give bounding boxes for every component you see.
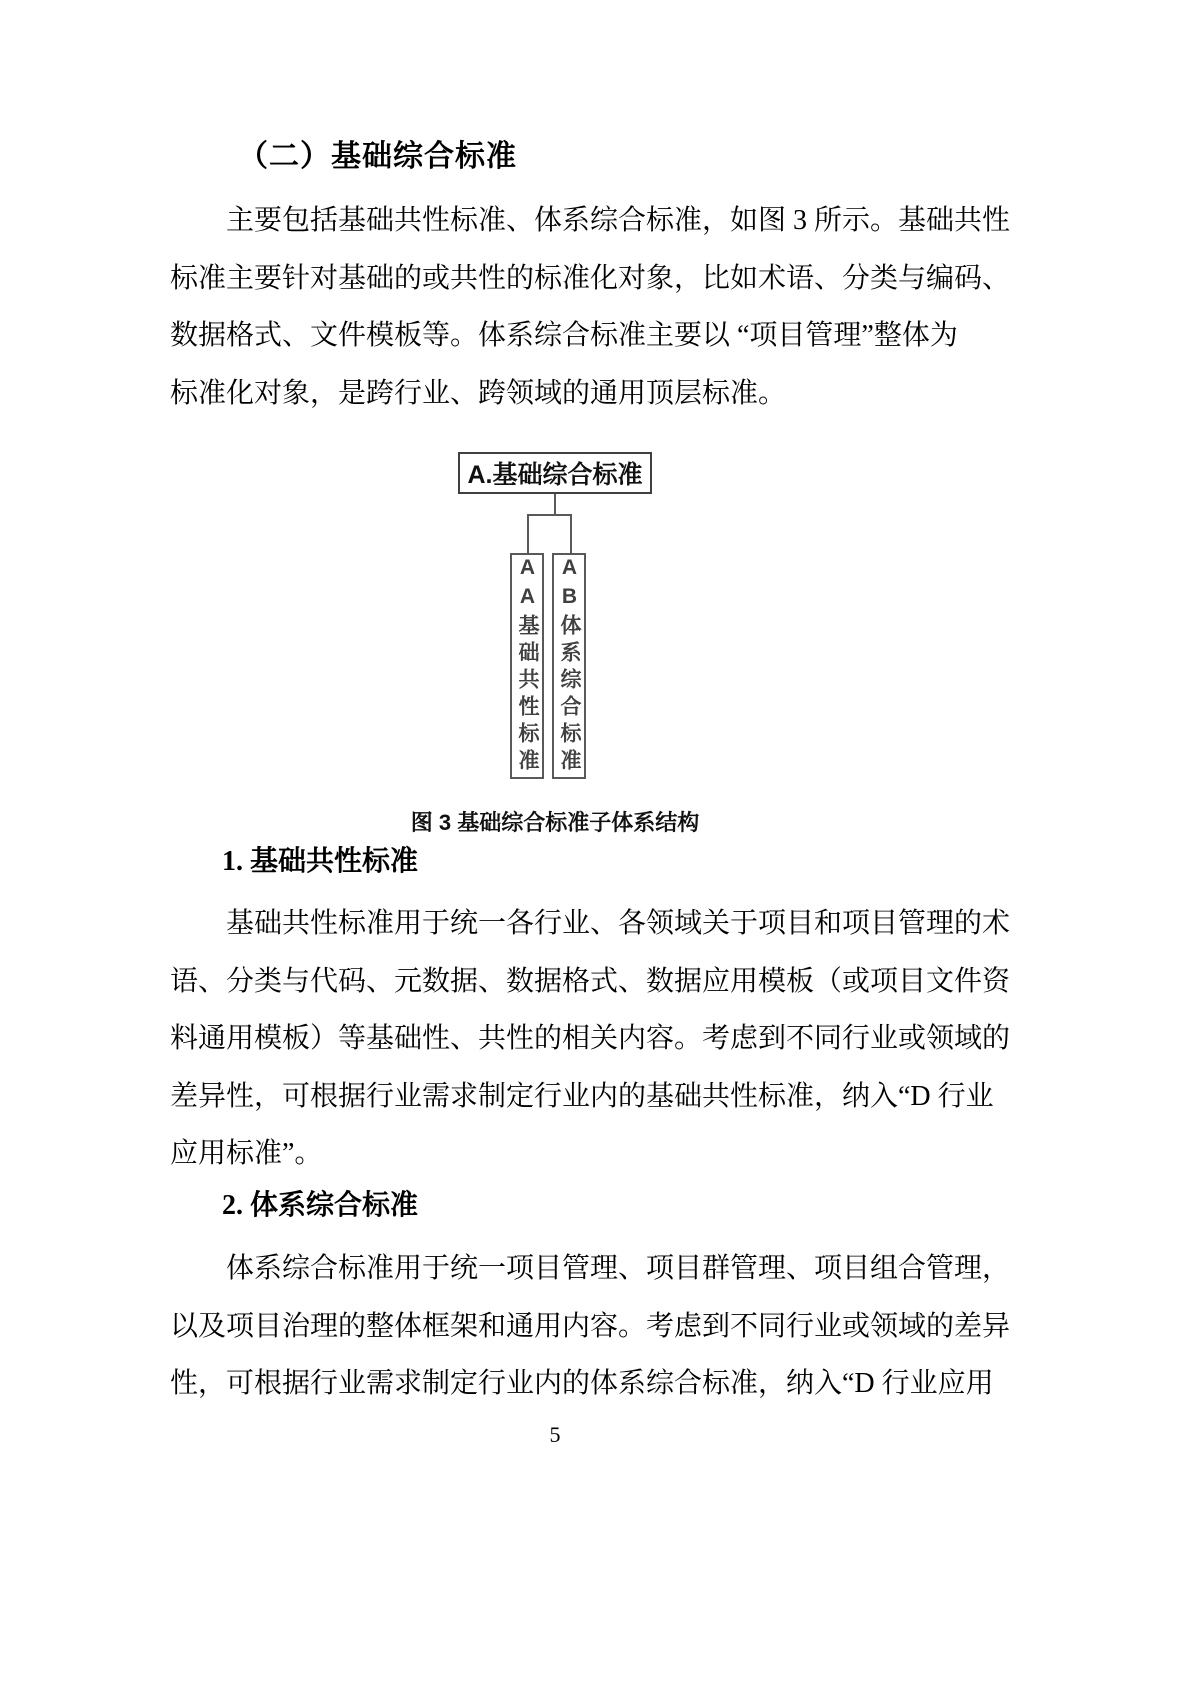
subsection-heading-2: 2. 体系综合标准 <box>222 1190 419 1221</box>
diagram-connector-bar <box>527 514 572 516</box>
section-heading: （二）基础综合标准 <box>238 140 517 173</box>
diagram-root-box: A.基础综合标准 <box>458 452 652 494</box>
paragraph-3 <box>170 1240 1011 1413</box>
diagram-connector-right-drop <box>570 514 572 553</box>
diagram-child-label: AA基础共性标准 <box>516 556 539 776</box>
diagram-child-box-right <box>552 553 586 779</box>
subsection-heading-1: 1. 基础共性标准 <box>222 846 419 877</box>
diagram-connector-left-drop <box>527 514 529 553</box>
paragraph-1 <box>170 192 1011 422</box>
page-number: 5 <box>549 1422 561 1447</box>
body-line: 标准化对象，是跨行业、跨领域的通用顶层标准。 <box>170 377 787 409</box>
body-line: 以及项目治理的整体框架和通用内容。考虑到不同行业或领域的差异 <box>170 1310 1011 1342</box>
diagram-child-box-left <box>510 553 544 779</box>
diagram-child-label: AB体系综合标准 <box>558 556 581 776</box>
body-line: 语、分类与代码、元数据、数据格式、数据应用模板（或项目文件资 <box>170 965 1011 997</box>
body-line: 基础共性标准用于统一各行业、各领域关于项目和项目管理的术 <box>226 908 1011 939</box>
paragraph-2 <box>170 895 1011 1183</box>
diagram-connector-stem <box>554 494 556 515</box>
body-line: 主要包括基础共性标准、体系综合标准，如图 3 所示。基础共性 <box>226 205 1011 236</box>
body-line: 应用标准”。 <box>170 1138 323 1169</box>
figure-caption: 图 3 基础综合标准子体系结构 <box>410 810 700 835</box>
body-line: 料通用模板）等基础性、共性的相关内容。考虑到不同行业或领域的 <box>170 1023 1011 1054</box>
body-line: 标准主要针对基础的或共性的标准化对象，比如术语、分类与编码、 <box>170 262 1011 294</box>
body-line: 性，可根据行业需求制定行业内的体系综合标准，纳入“D 行业应用 <box>170 1368 994 1399</box>
body-line: 体系综合标准用于统一项目管理、项目群管理、项目组合管理， <box>226 1253 1011 1284</box>
body-line: 数据格式、文件模板等。体系综合标准主要以 “项目管理”整体为 <box>170 320 958 351</box>
body-line: 差异性，可根据行业需求制定行业内的基础共性标准，纳入“D 行业 <box>170 1080 994 1112</box>
